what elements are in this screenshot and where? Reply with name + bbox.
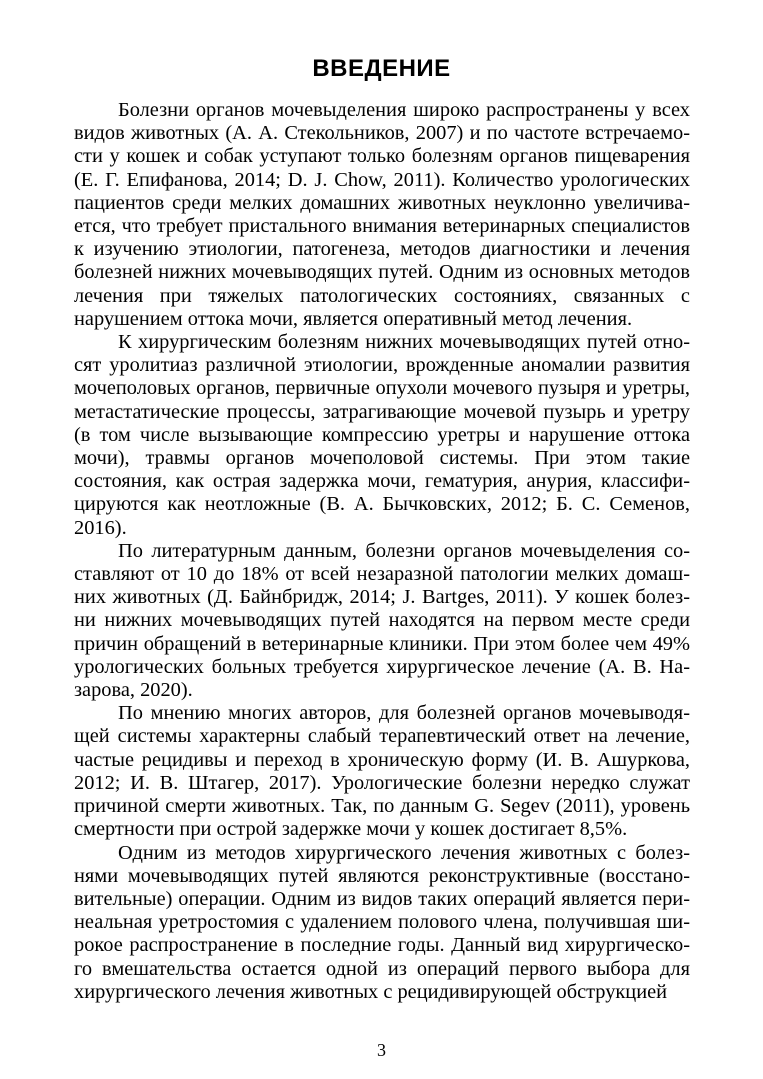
page-number: 3 — [377, 1040, 386, 1060]
body-text — [74, 99, 690, 1004]
paragraph-3: По литературным данным, болезни органов мочевыделения составляют от 10 до 18% от всей незаразной патологии мелких домашних животных (Д. Байнбридж, 2014; J. Bartges, 2011). У кошек болезни нижних мочевыводящих путей находятся на первом месте среди причин обращений в ветеринарные клиники. При этом более чем 49% урологических больных требуется хирургическое лечение (А. В. Назарова, 2020). — [74, 539, 690, 702]
paragraph-2: К хирургическим болезням нижних мочевыводящих путей относят уролитиаз различной этиологии, врожденные аномалии развития мочеполовых органов, первичные опухоли мочевого пузыря и уретры, метастатические процессы, затрагивающие мочевой пузырь и уретру (в том числе вызывающие компрессию уретры и нарушение оттока мочи), травмы органов мочеполовой системы. При этом такие состояния, как острая задержка мочи, гематурия, анурия, классифицируются как неотложные (В. А. Бычковских, 2012; Б. С. Семенов, 2016). — [74, 331, 690, 539]
page-title: ВВЕДЕНИЕ — [312, 55, 451, 82]
paragraph-5: Одним из методов хирургического лечения животных с болезнями мочевыводящих путей являются реконструктивные (восстановительные) операции. Одним из видов таких операций является перинеальная уретростомия с удалением полового члена, получившая широкое распространение в последние годы. Данный вид хирургического вмешательства остается одной из операций первого выбора для хирургического лечения животных с рецидивирующей обструкцией — [74, 841, 690, 1003]
paragraph-4: По мнению многих авторов, для болезней органов мочевыводящей системы характерны слабый терапевтический ответ на лечение, частые рецидивы и переход в хроническую форму (И. В. Ашуркова, 2012; И. В. Штагер, 2017). Урологические болезни нередко служат причиной смерти животных. Так, по данным G. Segev (2011), уровень смертности при острой задержке мочи у кошек достигает 8,5%. — [74, 702, 690, 841]
paragraph-1: Болезни органов мочевыделения широко распространены у всех видов животных (А. А. Стекольников, 2007) и по частоте встречаемости у кошек и собак уступают только болезням органов пищеварения (Е. Г. Епифанова, 2014; D. J. Chow, 2011). Количество урологических пациентов среди мелких домашних животных неуклонно увеличивается, что требует пристального внимания ветеринарных специалистов к изучению этиологии, патогенеза, методов диагностики и лечения болезней нижних мочевыводящих путей. Одним из основных методов лечения при тяжелых патологических состояниях, связанных с нарушением оттока мочи, является оперативный метод лечения. — [74, 99, 690, 330]
